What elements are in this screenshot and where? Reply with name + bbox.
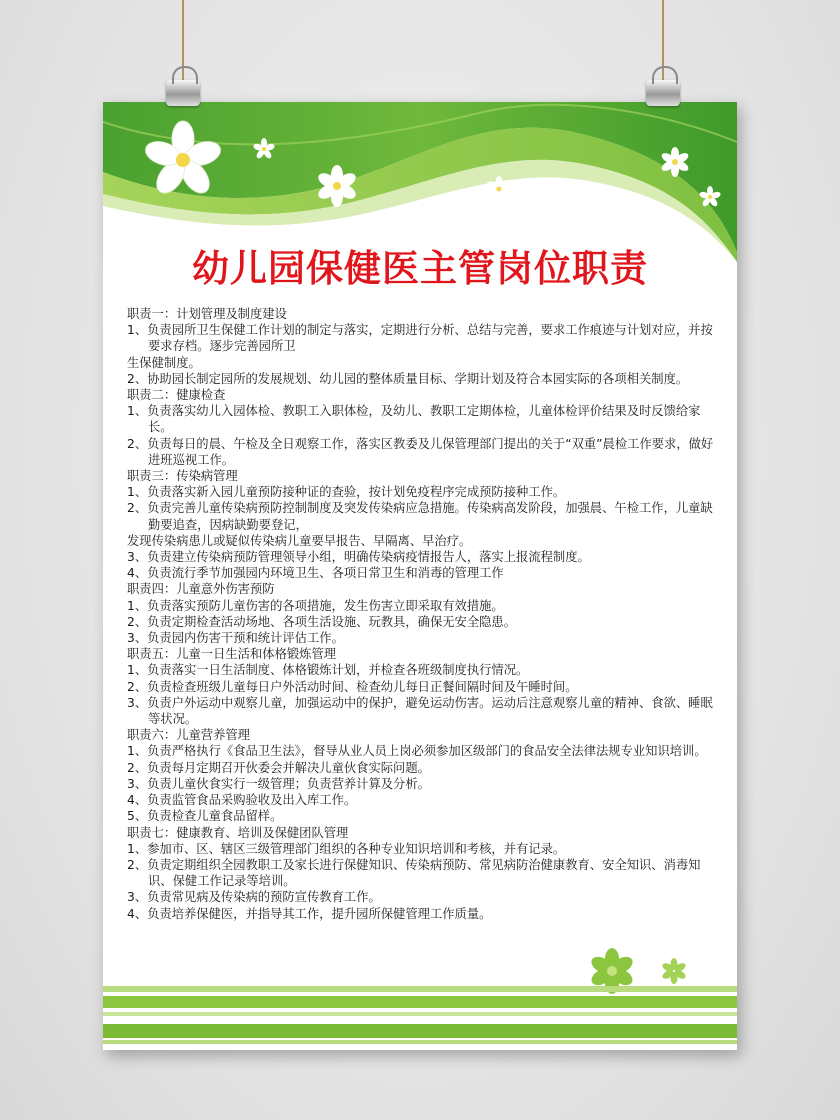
duty-heading: 职责四：儿童意外伤害预防 — [127, 582, 275, 597]
flower-large-icon — [143, 120, 223, 200]
duty-line: 2、负责检查班级儿童每日户外活动时间、检查幼儿每日正餐间隔时间及午睡时间。 — [127, 679, 578, 694]
duty-line: 2、负责每日的晨、午检及全日观察工作，落实区教委及儿保管理部门提出的关于“双重”晨检工作要求，做好进班巡视工作。 — [127, 436, 714, 467]
duty-heading: 职责五：儿童一日生活和体格锻炼管理 — [127, 647, 337, 662]
binder-clip-left-icon — [166, 80, 200, 106]
flower-medium-icon — [315, 164, 359, 208]
green-flower-small-icon — [661, 958, 687, 984]
duty-line: 1、负责落实新入园儿童预防接种证的查验，按计划免疫程序完成预防接种工作。 — [127, 485, 566, 500]
duty-line: 2、负责定期组织全园教职工及家长进行保健知识、传染病预防、常见病防治健康教育、安全知识、消毒知识、保健工作记录等培训。 — [127, 857, 701, 889]
duty-line: 1、参加市、区、辖区三级管理部门组织的各种专业知识培训和考核，并有记录。 — [127, 841, 566, 856]
duty-line: 5、负责检查儿童食品留样。 — [127, 809, 283, 824]
duty-line: 2、负责每月定期召开伙委会并解决儿童伙食实际问题。 — [127, 760, 430, 775]
duty-heading: 职责二：健康检查 — [127, 388, 226, 403]
duty-line: 2、协助园长制定园所的发展规划、幼儿园的整体质量目标、学期计划及符合本园实际的各项相关制度。 — [127, 371, 689, 386]
duty-line: 1、负责落实一日生活制度、体格锻炼计划，并检查各班级制度执行情况。 — [127, 663, 529, 678]
duty-line: 发现传染病患儿或疑似传染病儿童要早报告、早隔离、早治疗。 — [127, 533, 472, 548]
poster — [103, 102, 737, 1050]
duty-line: 4、负责监管食品采购验收及出入库工作。 — [127, 793, 357, 808]
flower-small-icon — [659, 146, 691, 178]
duty-line: 1、负责园所卫生保健工作计划的制定与落实，定期进行分析、总结与完善，要求工作痕迹与计划对应，并按要求存档。逐步完善园所卫 — [127, 323, 713, 354]
duty-heading: 职责六：儿童营养管理 — [127, 728, 250, 743]
duty-line: 4、负责流行季节加强园内环境卫生、各项日常卫生和消毒的管理工作 — [127, 566, 504, 581]
duty-line: 3、负责建立传染病预防管理领导小组，明确传染病疫情报告人，落实上报流程制度。 — [127, 550, 590, 565]
duty-list — [127, 306, 717, 922]
duty-line: 生保健制度。 — [127, 355, 201, 370]
duty-heading: 职责三：传染病管理 — [127, 469, 238, 484]
duty-line: 3、负责园内伤害干预和统计评估工作。 — [127, 631, 344, 646]
duty-line: 3、负责常见病及传染病的预防宣传教育工作。 — [127, 890, 381, 905]
page-title: 幼儿园保健医主管岗位职责 — [192, 247, 648, 290]
flower-small-icon — [486, 176, 512, 202]
duty-line: 3、负责户外运动中观察儿童，加强运动中的保护，避免运动伤害。运动后注意观察儿童的精神、食欲、睡眠等状况。 — [127, 695, 713, 727]
duty-heading: 职责一：计划管理及制度建设 — [127, 307, 287, 321]
green-stripes-footer — [103, 986, 737, 1050]
duty-line: 2、负责定期检查活动场地、各项生活设施、玩教具，确保无安全隐患。 — [127, 614, 517, 629]
duty-line: 1、负责落实预防儿童伤害的各项措施，发生伤害立即采取有效措施。 — [127, 598, 504, 613]
duty-line: 4、负责培养保健医，并指导其工作，提升园所保健管理工作质量。 — [127, 906, 492, 921]
flower-small-icon — [253, 138, 275, 160]
duty-line: 3、负责儿童伙食实行一级管理；负责营养计算及分析。 — [127, 776, 430, 791]
flower-small-icon — [699, 186, 721, 208]
binder-clip-right-icon — [646, 80, 680, 106]
duty-line: 1、负责严格执行《食品卫生法》，督导从业人员上岗必须参加区级部门的食品安全法律法规专业知识培训。 — [127, 744, 707, 759]
duty-line: 1、负责落实幼儿入园体检、教职工入职体检，及幼儿、教职工定期体检，儿童体检评价结果及时反馈给家长。 — [127, 404, 701, 435]
duty-heading: 职责七：健康教育、培训及保健团队管理 — [127, 825, 349, 840]
duty-line: 2、负责完善儿童传染病预防控制制度及突发传染病应急措施。传染病高发阶段，加强晨、午检工作，儿童缺勤要追查，因病缺勤要登记， — [127, 501, 713, 532]
